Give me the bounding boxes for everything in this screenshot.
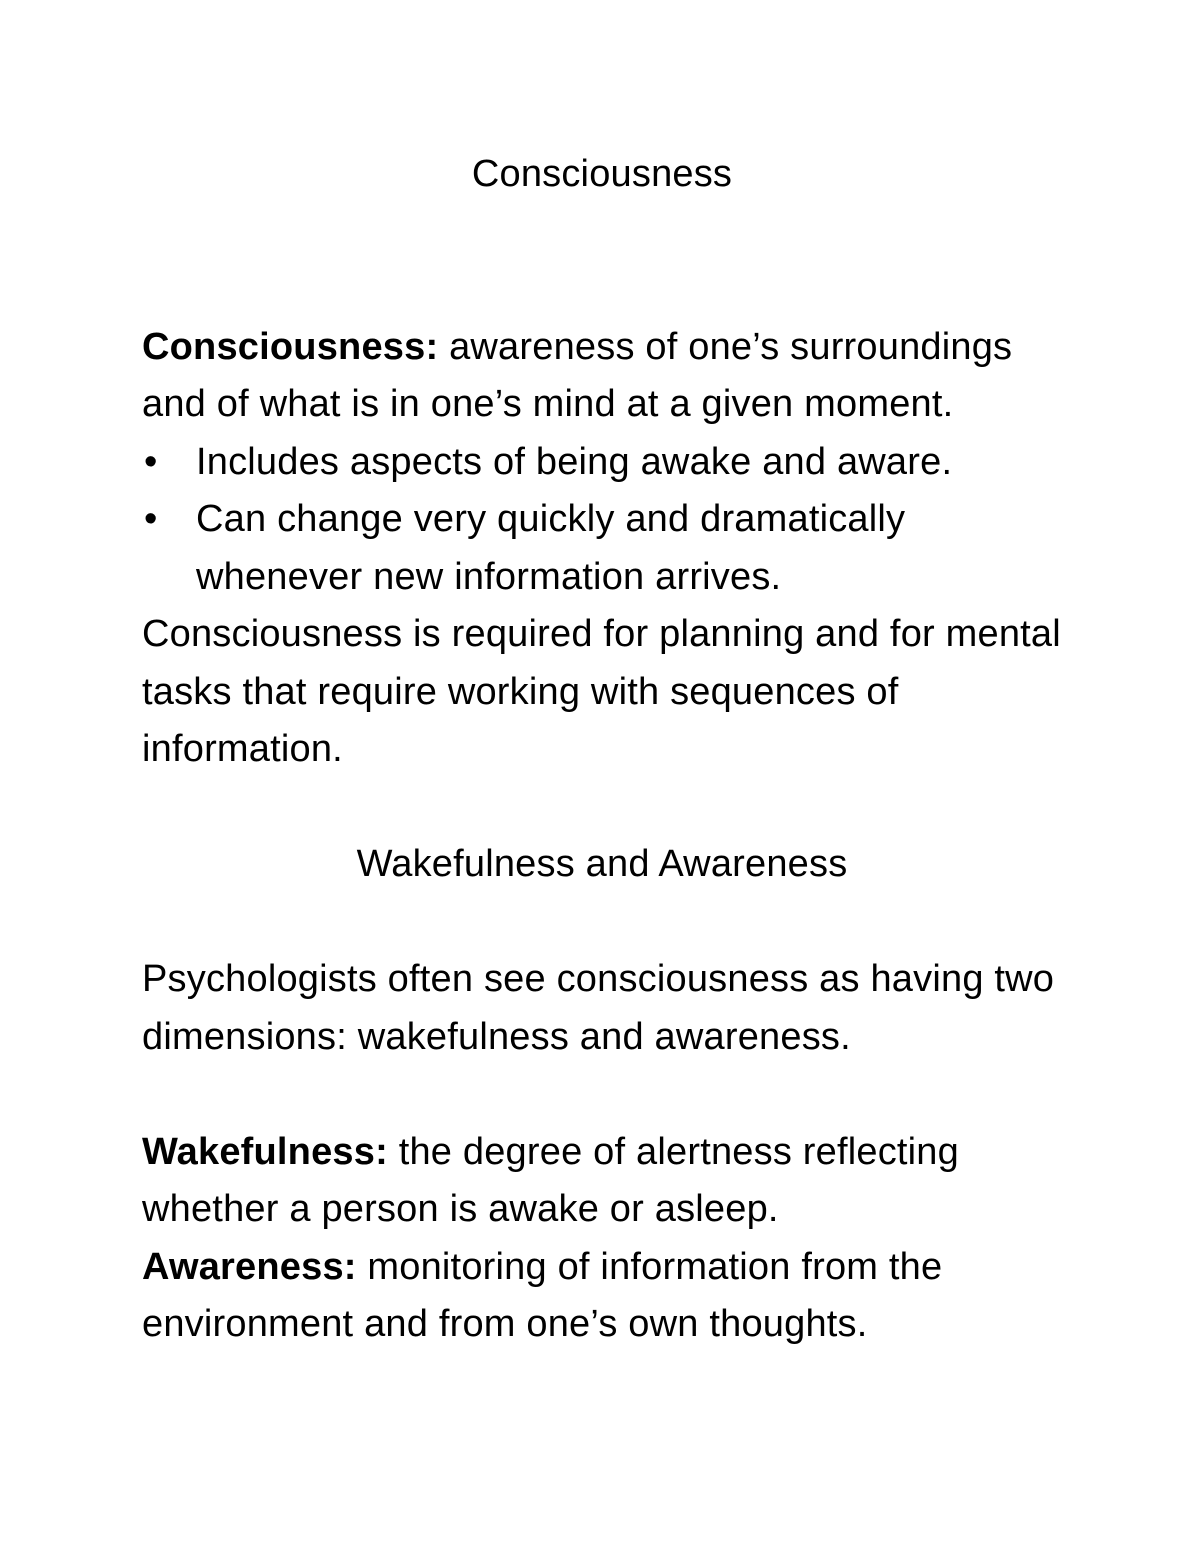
definition-text-consciousness: awareness of one’s surroundings and of what is in one’s mind at a given moment. [142, 325, 1013, 425]
definition-text-awareness: monitoring of information from the environment and from one’s own thoughts. [142, 1245, 943, 1345]
definition-term-wakefulness: Wakefulness: [142, 1130, 388, 1173]
definition-wakefulness [142, 1124, 1062, 1239]
document-body [142, 146, 1062, 1354]
paragraph-dimensions: Psychologists often see consciousness as having two dimensions: wakefulness and awareness. [142, 958, 1055, 1058]
spacer [142, 1066, 1062, 1124]
bullet-icon: • [144, 498, 158, 540]
definition-term-consciousness: Consciousness: [142, 325, 439, 368]
definition-term-awareness: Awareness: [142, 1245, 357, 1288]
definition-text-wakefulness: the degree of alertness reflecting whether a person is awake or asleep. [142, 1130, 959, 1230]
spacer [142, 204, 1062, 319]
spacer [142, 894, 1062, 952]
definition-consciousness [142, 319, 1062, 434]
page-title: Consciousness [471, 153, 733, 195]
list-item-text: Includes aspects of being awake and aware. [196, 440, 953, 483]
paragraph-planning: Consciousness is required for planning and for mental tasks that require working with sequences of information. [142, 613, 1061, 770]
list-item [142, 434, 1062, 492]
bullet-list [142, 434, 1062, 607]
bullet-icon: • [144, 440, 158, 483]
definition-awareness [142, 1239, 1062, 1354]
section-heading: Wakefulness and Awareness [356, 843, 848, 885]
list-item [142, 491, 1062, 606]
list-item-text: Can change very quickly and dramatically whenever new information arrives. [196, 498, 906, 598]
spacer [142, 779, 1062, 837]
